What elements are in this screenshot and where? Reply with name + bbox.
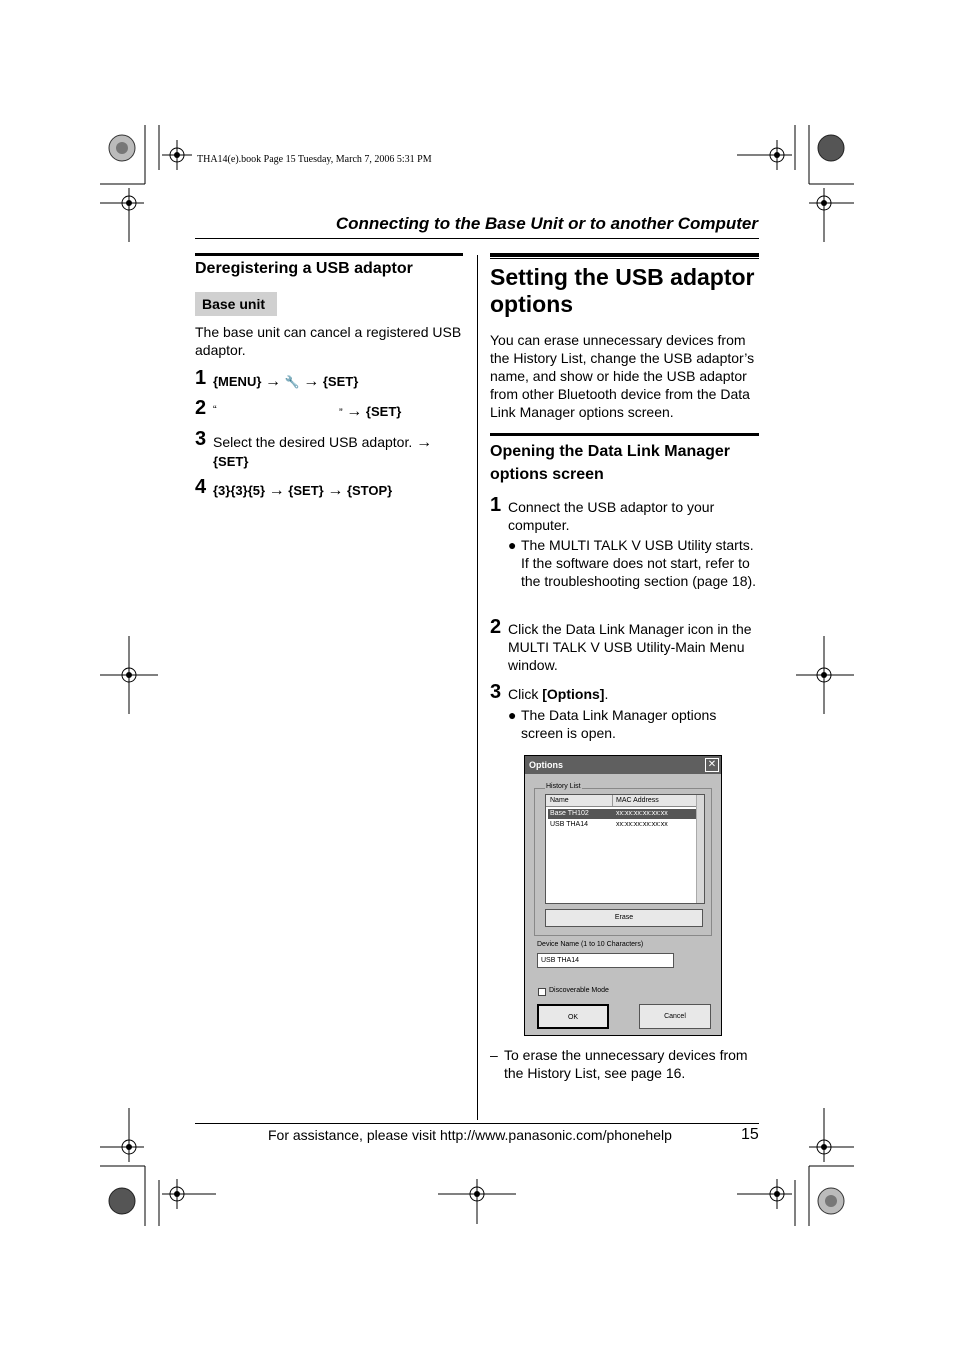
- cancel-button[interactable]: Cancel: [639, 1004, 711, 1029]
- footer-assistance: For assistance, please visit http://www.panasonic.com/phonehelp: [268, 1127, 672, 1143]
- arrow-icon: →: [303, 373, 320, 390]
- step-text-suffix: .: [604, 686, 609, 702]
- arrow-icon: →: [268, 482, 285, 499]
- arrow-icon: →: [327, 482, 344, 499]
- step-text: Select the desired USB adaptor.: [213, 434, 413, 450]
- bullet-icon: ●: [508, 707, 517, 723]
- discoverable-label: Discoverable Mode: [549, 987, 609, 994]
- open-quote: “: [213, 404, 217, 416]
- step-number: 2: [195, 397, 207, 419]
- device-mac: xx:xx:xx:xx:xx:xx: [616, 810, 668, 817]
- target-icon: [109, 135, 844, 1214]
- running-header: Connecting to the Base Unit or to another Computer: [335, 214, 758, 233]
- note-dash: –: [490, 1047, 498, 1063]
- wrench-icon: 🔧: [284, 375, 300, 389]
- crosshair-icon: [100, 140, 854, 1224]
- section-heading: Setting the USB adaptor options: [490, 264, 755, 317]
- set-key: {SET}: [288, 483, 324, 498]
- arrow-icon: →: [416, 434, 433, 451]
- stop-key: {STOP}: [346, 483, 393, 498]
- step-number: 3: [490, 681, 502, 703]
- bullet-icon: ●: [508, 537, 517, 553]
- step-text: Connect the USB adaptor to your computer.: [508, 499, 715, 533]
- device-name-label: Device Name (1 to 10 Characters): [537, 941, 644, 948]
- base-unit-badge: Base unit: [195, 292, 277, 316]
- intro-text: You can erase unnecessary devices from the History List, change the USB adaptor’s name, and show or hide the USB adaptor from other Bluetooth device from the Data Link Manager options screen.: [490, 332, 755, 420]
- intro-text: The base unit can cancel a registered USB adaptor.: [195, 324, 462, 358]
- section-heading: Deregistering a USB adaptor: [195, 260, 413, 277]
- subsection-heading: Opening the Data Link Manager options screen: [490, 443, 731, 483]
- step-number: 1: [490, 494, 502, 516]
- note-text: To erase the unnecessary devices from the History List, see page 16.: [504, 1047, 748, 1081]
- options-key: [Options]: [542, 686, 605, 702]
- menu-key: {MENU}: [213, 374, 262, 389]
- digit-keys: {3}{3}{5}: [213, 483, 266, 498]
- ok-button[interactable]: OK: [537, 1004, 609, 1029]
- step-number: 4: [195, 476, 207, 498]
- set-key: {SET}: [213, 454, 249, 469]
- bullet-text: The MULTI TALK V USB Utility starts. If the software does not start, refer to the troubleshooting section (page 18).: [521, 537, 757, 589]
- step-text-prefix: Click: [508, 686, 543, 702]
- step-text: Click the Data Link Manager icon in the MULTI TALK V USB Utility-Main Menu window.: [508, 621, 752, 673]
- arrow-icon: →: [265, 373, 282, 390]
- device-name: Base TH102: [550, 810, 589, 817]
- device-mac: xx:xx:xx:xx:xx:xx: [616, 821, 668, 828]
- step-number: 1: [195, 367, 207, 389]
- step-number: 3: [195, 428, 207, 450]
- device-name-input[interactable]: USB THA14: [537, 953, 674, 968]
- set-key: {SET}: [365, 404, 402, 419]
- page-number: 15: [741, 1126, 759, 1143]
- bullet-text: The Data Link Manager options screen is open.: [521, 707, 717, 741]
- arrow-icon: →: [346, 403, 363, 420]
- close-icon[interactable]: ✕: [705, 758, 719, 772]
- step-number: 2: [490, 616, 502, 638]
- dialog-title: Options: [525, 756, 721, 774]
- history-label: History List: [546, 783, 581, 790]
- column-mac[interactable]: MAC Address: [616, 797, 659, 804]
- erase-button[interactable]: Erase: [545, 909, 703, 927]
- column-name[interactable]: Name: [550, 797, 569, 804]
- print-info: THA14(e).book Page 15 Tuesday, March 7, 2006 5:31 PM: [197, 154, 432, 165]
- set-key: {SET}: [322, 374, 359, 389]
- device-name: USB THA14: [550, 821, 588, 828]
- close-quote: ”: [339, 407, 343, 419]
